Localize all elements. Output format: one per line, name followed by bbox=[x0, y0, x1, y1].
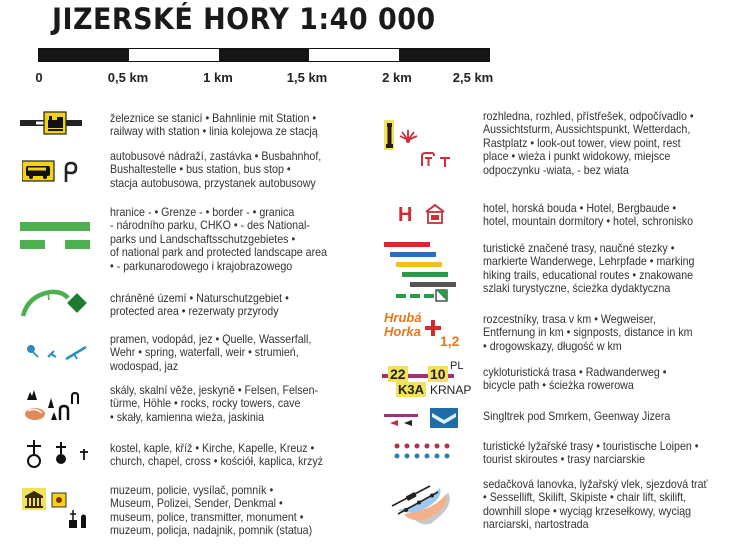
rocks-cave-icon bbox=[24, 386, 94, 422]
hotel-dormitory-icon bbox=[398, 202, 450, 226]
route-name: KRNAP bbox=[430, 383, 472, 397]
legend-text: stacja autobusowa, przystanek autobusowy bbox=[110, 176, 316, 190]
legend-text: hiking trails, educational routes • znakowane bbox=[483, 268, 694, 282]
legend-text: türme, Höhle • rocks, rocky towers, cave bbox=[110, 397, 301, 411]
route-code: K3A bbox=[398, 382, 425, 397]
legend-text: - národního parku, CHKO • - des National- bbox=[110, 219, 310, 233]
scale-bar bbox=[38, 48, 490, 62]
legend-text: markierte Wanderwege, Lehrpfade • marking bbox=[483, 255, 695, 269]
scale-segment bbox=[129, 49, 219, 61]
legend-text: turistické lyžařské trasy • touristische Loipen • bbox=[483, 440, 699, 453]
bus-station-icon bbox=[22, 160, 84, 184]
legend-text: museum, police, transmitter, monument • bbox=[110, 510, 304, 524]
legend-text: cykloturistická trasa • Radwanderweg • bbox=[483, 366, 667, 379]
signpost-distance-icon bbox=[384, 311, 464, 355]
spring-waterfall-weir-icon bbox=[26, 343, 88, 363]
legend-text: chráněné území • Naturschutzgebiet • bbox=[110, 292, 289, 305]
legend-text: rozcestníky, trasa v km • Wegweiser, bbox=[483, 313, 656, 326]
scale-segment bbox=[219, 49, 309, 61]
scale-label: 1 km bbox=[203, 70, 233, 85]
legend-text: • - parkunarodowego i krajobrazowego bbox=[110, 259, 293, 273]
route-number: 10 bbox=[430, 366, 446, 382]
legend-text: downhill slope • wyciąg krzesełkowy, wyciąg bbox=[483, 504, 692, 518]
signpost-name bbox=[384, 311, 422, 339]
church-chapel-cross-icon bbox=[24, 440, 94, 470]
legend-text: kostel, kaple, kříž • Kirche, Kapelle, Kreuz • bbox=[110, 442, 315, 455]
scale-label: 0 bbox=[35, 70, 43, 85]
scale-labels bbox=[0, 70, 750, 88]
legend-text: turistické značené trasy, naučné stezky • bbox=[483, 242, 675, 255]
signpost-name-line: Hrubá bbox=[384, 310, 422, 325]
museum-police-transmitter-monument-icon bbox=[22, 488, 92, 544]
legend-text: wodospad, jaz bbox=[110, 359, 179, 373]
legend-text: • drogowskazy, długość w km bbox=[483, 339, 622, 353]
legend-text: tourist skiroutes • trasy narciarskie bbox=[483, 453, 646, 467]
scale-label: 1,5 km bbox=[286, 70, 328, 85]
map-title: JIZERSKÉ HORY 1:40 000 bbox=[52, 2, 436, 36]
legend-text: hotel, horská bouda • Hotel, Bergbaude • bbox=[483, 202, 677, 215]
bicycle-path-icon bbox=[382, 360, 472, 400]
singletrack-greenway-icon bbox=[384, 406, 464, 432]
protected-area-icon bbox=[20, 284, 90, 318]
route-country: PL bbox=[450, 360, 464, 372]
legend-text: Bushaltestelle • bus station, bus stop • bbox=[110, 163, 291, 177]
scale-label: 2 km bbox=[382, 70, 412, 85]
legend-text: autobusové nádraží, zastávka • Busbahnhof, bbox=[110, 150, 322, 163]
legend-text: železnice se stanicí • Bahnlinie mit Station • bbox=[110, 112, 317, 125]
legend-text: protected area • rezerwaty przyrody bbox=[110, 305, 279, 319]
legend-text: church, chapel, cross • kościół, kaplica, krzyż bbox=[110, 455, 323, 469]
route-number: 22 bbox=[390, 366, 406, 382]
legend-text: skály, skalní věže, jeskyně • Felsen, Felsen- bbox=[110, 384, 319, 397]
scale-label: 0,5 km bbox=[107, 70, 149, 85]
legend-text: of national park and protected landscape area bbox=[110, 246, 328, 260]
legend-text: • skały, kamienna wieża, jaskinia bbox=[110, 410, 265, 424]
legend-text: szlaki turystyczne, ścieżka dydaktyczna bbox=[483, 282, 671, 296]
legend-text: parks und Landschaftsschutzgebietes • bbox=[110, 232, 296, 246]
signpost-distance: 1,2 bbox=[440, 333, 460, 349]
legend-text: Museum, Polizei, Sender, Denkmal • bbox=[110, 497, 283, 511]
railway-station-icon bbox=[20, 111, 82, 135]
legend-text: sedačková lanovka, lyžařský vlek, sjezdová trať bbox=[483, 478, 708, 491]
signpost-name-line: Horka bbox=[384, 324, 421, 339]
legend-text: bicycle path • ścieżka rowerowa bbox=[483, 379, 634, 393]
legend-text: muzeum, policie, vysílač, pomník • bbox=[110, 484, 274, 497]
hiking-trails-icon bbox=[384, 242, 464, 304]
legend-text: hranice - • Grenze - • border - • granica bbox=[110, 206, 295, 219]
legend-text: • Sessellift, Skilift, Skipiste • chair lift, skilift, bbox=[483, 491, 687, 505]
ski-routes-icon bbox=[394, 442, 454, 462]
legend-text: odpoczynku -wiata, - bez wiata bbox=[483, 163, 629, 177]
scale-label: 2,5 km bbox=[452, 70, 494, 85]
legend-text: muzeum, policja, nadajnik, pomnik (statua) bbox=[110, 524, 313, 538]
chairlift-skilift-slope-icon bbox=[390, 480, 460, 528]
border-line-icon bbox=[20, 222, 92, 252]
legend-text: Entfernung in km • signposts, distance in km bbox=[483, 326, 693, 340]
legend-text: rozhledna, rozhled, přístřešek, odpočívadlo • bbox=[483, 110, 694, 123]
legend-text: hotel, mountain dormitory • hotel, schronisko bbox=[483, 215, 694, 229]
lookout-tower-viewpoint-shelter-icon bbox=[384, 120, 464, 172]
svg-text:H: H bbox=[398, 204, 413, 226]
scale-segment bbox=[399, 49, 489, 61]
scale-segment bbox=[309, 49, 399, 61]
legend-text: Aussichtsturm, Aussichtspunkt, Wetterdach, bbox=[483, 123, 691, 137]
legend-text: Rastplatz • look-out tower, view point, rest bbox=[483, 136, 681, 150]
legend-text: pramen, vodopád, jez • Quelle, Wasserfall, bbox=[110, 333, 312, 346]
legend-text: place • wieża i punkt widokowy, miejsce bbox=[483, 150, 671, 164]
legend-text: narciarski, nartostrada bbox=[483, 518, 589, 532]
legend-text: Singltrek pod Smrkem, Geenway Jizera bbox=[483, 410, 671, 423]
legend-text: railway with station • linia kolejowa ze stacją bbox=[110, 125, 318, 139]
scale-segment bbox=[39, 49, 129, 61]
legend-text: Wehr • spring, waterfall, weir • strumień, bbox=[110, 346, 299, 360]
